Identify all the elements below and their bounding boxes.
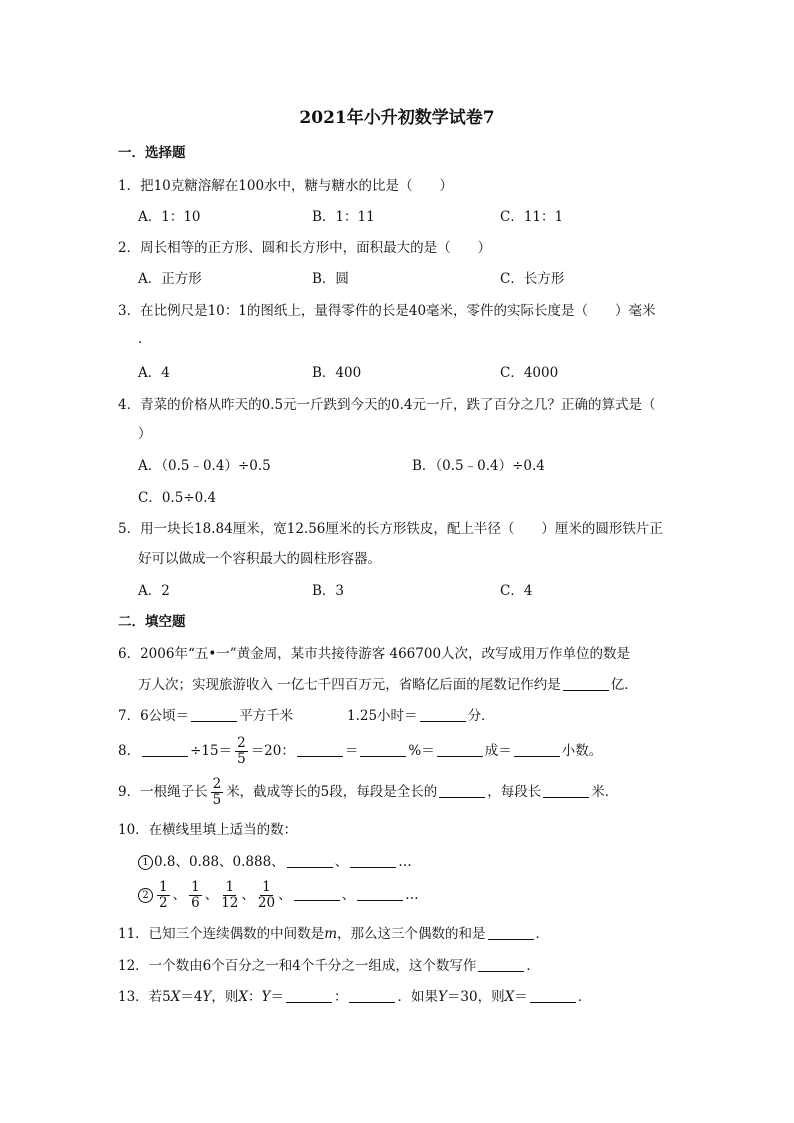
q5-option-b[interactable]: B．3 [312, 583, 345, 599]
answer-blank[interactable] [142, 742, 188, 757]
q2-option-a[interactable]: A．正方形 [138, 271, 202, 287]
q12-text: 12．一个数由6个百分之一和4个千分之一组成，这个数写作 [118, 958, 477, 974]
question-9 [118, 776, 618, 808]
question-2: 2．周长相等的正方形、圆和长方形中，面积最大的是（ ） [118, 240, 492, 256]
q6-text-b: 亿． [610, 677, 638, 693]
q7-text: 7．6公顷＝ [118, 708, 190, 724]
answer-blank[interactable] [437, 742, 483, 757]
q13-text: ． [577, 989, 592, 1005]
q13-text: ＝4 [180, 989, 203, 1005]
q4-option-c[interactable]: C．0.5÷0.4 [138, 490, 217, 506]
q3-option-b[interactable]: B．400 [312, 365, 362, 381]
fraction-denominator: 2 [159, 895, 168, 911]
q13-text: ．如果 [397, 989, 438, 1005]
q9-text: 9．一根绳子长 [118, 784, 208, 800]
fraction-numerator: 2 [212, 776, 222, 792]
answer-blank[interactable] [530, 988, 576, 1003]
q1-option-b[interactable]: B．1：11 [312, 209, 375, 225]
q10-sequence: 0.8、0.88、0.888、 [154, 854, 285, 870]
answer-blank[interactable] [286, 988, 332, 1003]
fraction-denominator: 20 [257, 895, 276, 911]
question-10-row-1 [138, 852, 412, 872]
q13-text: ＝ [270, 989, 284, 1005]
answer-blank[interactable] [297, 742, 343, 757]
circled-number-1: 1 [138, 855, 153, 870]
q10-separator: 、 [334, 854, 349, 870]
q7-text: 1.25小时＝ [347, 708, 418, 724]
answer-blank[interactable] [349, 988, 395, 1003]
q13-variable: Y [437, 989, 447, 1005]
fraction-denominator: 5 [212, 792, 222, 808]
fraction-denominator: 5 [237, 751, 246, 767]
q11-text: ，那么这三个偶数的和是 [337, 926, 486, 942]
q11-text: 11．已知三个连续偶数的中间数是 [118, 926, 325, 942]
q10-ellipsis: … [398, 854, 412, 870]
q11-text: ． [535, 926, 549, 942]
question-7-part-2 [347, 706, 495, 726]
q13-variable: Y [202, 989, 212, 1005]
question-12 [118, 956, 540, 976]
q10-separator: 、 [241, 887, 255, 903]
question-10: 10．在横线里填上适当的数： [118, 822, 298, 838]
answer-blank[interactable] [563, 676, 609, 691]
fraction-numerator: 1 [262, 879, 271, 895]
q3-option-a[interactable]: A．4 [138, 365, 170, 381]
q2-option-c[interactable]: C．长方形 [500, 271, 565, 287]
question-4-cont: ） [138, 426, 152, 442]
q8-text: 小数。 [561, 743, 603, 759]
q8-text: ÷15＝ [190, 743, 233, 759]
fraction-denominator: 6 [191, 895, 200, 911]
answer-blank[interactable] [350, 853, 396, 868]
fraction [189, 880, 202, 911]
answer-blank[interactable] [360, 742, 406, 757]
q13-text: ： [333, 989, 348, 1005]
fraction-denominator: 12 [221, 895, 239, 911]
q10-separator: 、 [204, 887, 219, 903]
question-4: 4．青菜的价格从昨天的0.5元一斤跌到今天的0.4元一斤，跌了百分之几？正确的算式是（ [118, 397, 656, 413]
question-5: 5．用一块长18.84厘米，宽12.56厘米的长方形铁皮，配上半径（ ）厘米的圆形铁片正 [118, 521, 663, 537]
question-13 [118, 987, 591, 1007]
q13-variable: X [238, 989, 249, 1005]
fraction [258, 880, 275, 911]
fraction-numerator: 1 [225, 879, 235, 895]
question-7 [118, 706, 293, 726]
q13-text: 13．若5 [118, 989, 171, 1005]
q8-text: 8． [118, 743, 141, 759]
q9-text: 米． [591, 784, 619, 800]
q8-text: 成＝ [484, 743, 512, 759]
q13-text: ＝30，则 [446, 989, 505, 1005]
section-heading-fill: 二．填空题 [118, 614, 186, 630]
answer-blank[interactable] [191, 707, 237, 722]
question-5-cont: 好可以做成一个容积最大的圆柱形容器。 [138, 551, 381, 567]
q10-ellipsis: … [405, 887, 419, 903]
question-10-row-2 [138, 878, 419, 912]
q13-text: ，则 [211, 989, 239, 1005]
q8-text: ＝20： [250, 743, 295, 759]
answer-blank[interactable] [287, 853, 333, 868]
question-1: 1．把10克糖溶解在100水中，糖与糖水的比是（ ） [118, 178, 454, 194]
q10-separator: 、 [172, 887, 187, 903]
q13-variable: X [170, 989, 181, 1005]
q12-text: ． [526, 958, 540, 974]
q7-text: 平方千米 [239, 708, 294, 724]
answer-blank[interactable] [420, 707, 466, 722]
q5-option-a[interactable]: A．2 [138, 583, 170, 599]
q4-option-a[interactable]: A．（0.5﹣0.4）÷0.5 [138, 458, 271, 474]
q3-option-c[interactable]: C．4000 [500, 365, 559, 381]
circled-number-2: 2 [138, 888, 153, 903]
q5-option-c[interactable]: C．4 [500, 583, 533, 599]
q9-text: ，每段长 [487, 784, 542, 800]
fraction-numerator: 1 [159, 879, 168, 895]
answer-blank[interactable] [543, 783, 589, 798]
question-6-cont [138, 675, 638, 695]
q7-text: 分． [467, 708, 495, 724]
q10-separator: 、 [278, 887, 292, 903]
q10-separator: 、 [341, 887, 356, 903]
question-6: 6．2006年“五•一”黄金周，某市共接待游客 466700人次，改写成用万作单位的数是 [118, 646, 631, 662]
answer-blank[interactable] [478, 957, 524, 972]
q1-option-a[interactable]: A．1：10 [138, 209, 201, 225]
fraction [235, 736, 248, 767]
q6-text-a: 万人次；实现旅游收入 一亿七千四百万元，省略亿后面的尾数记作约是 [138, 677, 561, 693]
question-3-dot: . [138, 331, 143, 347]
fraction [157, 880, 170, 911]
question-11 [118, 924, 549, 944]
answer-blank[interactable] [488, 925, 534, 940]
q11-variable: m [324, 926, 337, 942]
q9-text: 米，截成等长的5段，每段是全长的 [226, 784, 438, 800]
answer-blank[interactable] [514, 742, 560, 757]
q13-variable: Y [261, 989, 271, 1005]
fraction-numerator: 2 [237, 735, 246, 751]
question-8 [118, 735, 602, 767]
page-title: 2021年小升初数学试卷7 [299, 108, 495, 128]
answer-blank[interactable] [439, 783, 485, 798]
fraction [221, 880, 238, 911]
fraction [211, 777, 224, 808]
q2-option-b[interactable]: B．圆 [312, 271, 349, 287]
q8-text: %＝ [408, 743, 435, 759]
q4-option-b[interactable]: B．（0.5﹣0.4）÷0.4 [412, 458, 545, 474]
q13-variable: X [504, 989, 515, 1005]
question-3: 3．在比例尺是10：1的图纸上，量得零件的长是40毫米，零件的实际长度是（ ）毫米 [118, 303, 656, 319]
fraction-numerator: 1 [191, 879, 200, 895]
q13-text: ： [248, 989, 262, 1005]
q13-text: ＝ [514, 989, 528, 1005]
q8-text: ＝ [344, 743, 359, 759]
q1-option-c[interactable]: C．11：1 [500, 209, 564, 225]
answer-blank[interactable] [357, 886, 403, 901]
answer-blank[interactable] [294, 886, 340, 901]
section-heading-choice: 一．选择题 [118, 145, 186, 161]
